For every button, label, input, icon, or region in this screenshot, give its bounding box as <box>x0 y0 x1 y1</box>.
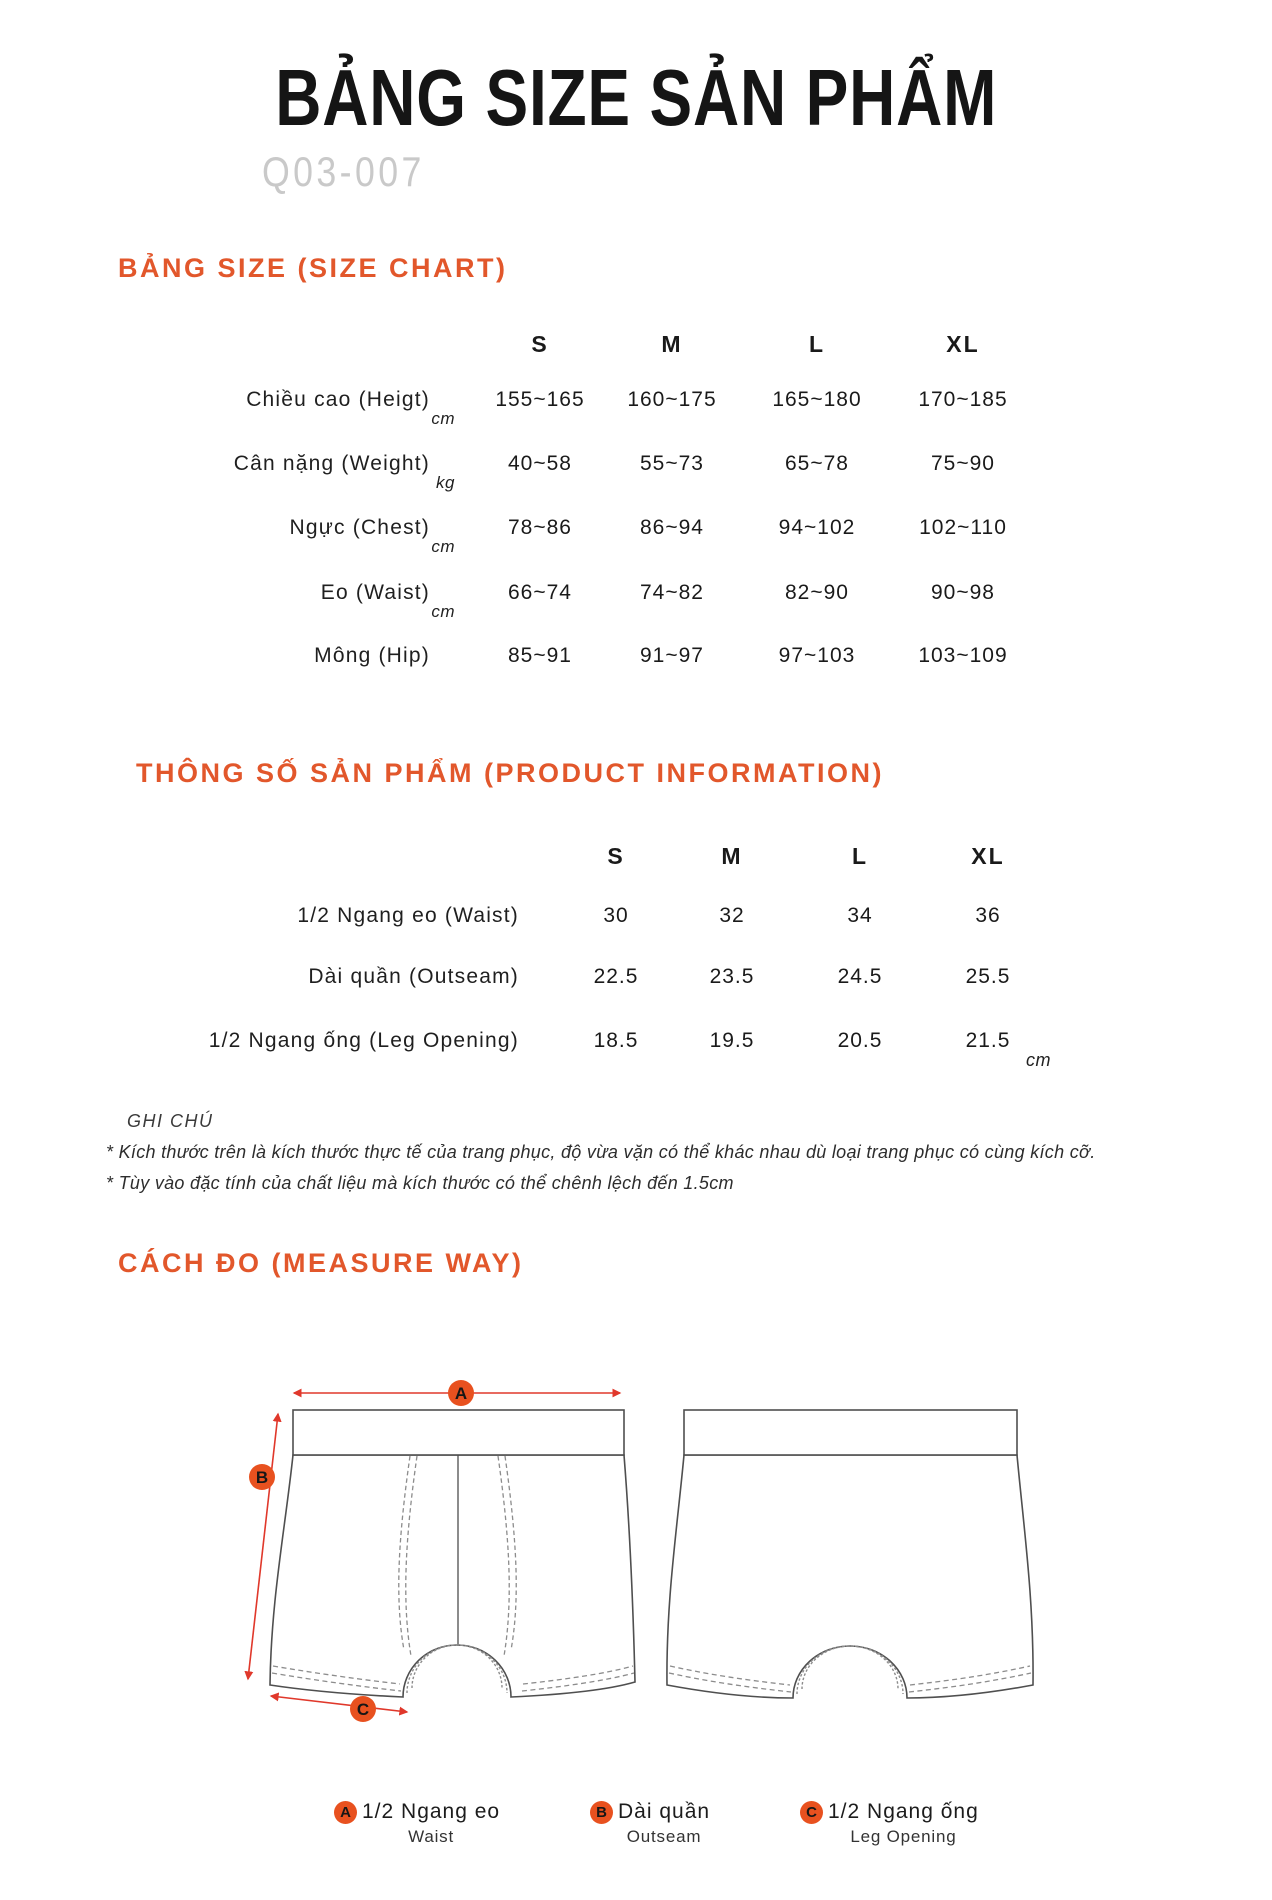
cell: 165~180 <box>772 388 862 411</box>
legend-c-badge: C <box>800 1801 823 1824</box>
back-crotch-stitching <box>797 1646 903 1694</box>
back-body-outline <box>667 1455 1033 1698</box>
row-unit: cm <box>431 537 455 556</box>
legend-b-sublabel: Outseam <box>626 1827 702 1846</box>
cell: 85~91 <box>508 644 572 667</box>
product-code: Q03-007 <box>262 148 425 195</box>
front-waistband <box>293 1410 624 1455</box>
cell: 78~86 <box>508 516 572 539</box>
legend-row <box>334 1800 500 1824</box>
arrow-b <box>248 1414 278 1679</box>
cell: 36 <box>975 904 1001 927</box>
cell: 19.5 <box>709 1029 755 1052</box>
legend-c-sublabel: Leg Opening <box>850 1827 957 1846</box>
legend-item-a <box>334 1800 500 1847</box>
legend-b-label: Dài quần <box>618 1800 711 1823</box>
col-header-xl: XL <box>971 843 1005 869</box>
row-unit: kg <box>436 473 455 492</box>
cell: 22.5 <box>593 965 639 988</box>
cell: 91~97 <box>640 644 704 667</box>
marker-c-badge <box>350 1696 376 1722</box>
legend-a-badge: A <box>334 1801 357 1824</box>
page-title-wrap <box>0 52 1272 144</box>
legend-a-label: 1/2 Ngang eo <box>362 1800 501 1823</box>
note-item: * Kích thước trên là kích thước thực tế của trang phục, độ vừa vặn có thể khác nhau dù loại trang phục có cùng kích cỡ. <box>106 1142 1096 1162</box>
cell: 66~74 <box>508 581 572 604</box>
legend-a-sublabel: Waist <box>408 1827 454 1846</box>
col-header-l: L <box>851 843 869 869</box>
cell: 40~58 <box>508 452 572 475</box>
table-row-height <box>0 388 1272 428</box>
cell: 170~185 <box>918 388 1008 411</box>
cell: 30 <box>603 904 629 927</box>
col-header-m: M <box>661 331 683 357</box>
row-label: Mông (Hip) <box>314 644 430 667</box>
row-label: Cân nặng (Weight) <box>233 452 430 475</box>
front-body-outline <box>270 1455 635 1697</box>
legend-b-badge: B <box>590 1801 613 1824</box>
back-waistband <box>684 1410 1017 1455</box>
table-row-half-waist <box>0 904 1272 934</box>
back-hem-stitching <box>669 1666 1031 1692</box>
measure-way-heading: CÁCH ĐO (MEASURE WAY) <box>118 1248 524 1278</box>
cell: 32 <box>719 904 745 927</box>
cell: 74~82 <box>640 581 704 604</box>
table-row-weight <box>0 452 1272 492</box>
legend-row <box>590 1800 710 1824</box>
col-header-xl: XL <box>946 331 980 357</box>
cell: 102~110 <box>919 516 1007 539</box>
cell: 160~175 <box>627 388 717 411</box>
cell: 155~165 <box>495 388 585 411</box>
boxer-front-drawing <box>270 1410 635 1697</box>
legend-c-label: 1/2 Ngang ống <box>828 1800 979 1823</box>
row-unit: cm <box>431 409 455 428</box>
legend-row <box>800 1800 979 1824</box>
cell: 20.5 <box>837 1029 883 1052</box>
table-row-chest <box>0 516 1272 556</box>
row-label: Dài quần (Outseam) <box>308 965 519 988</box>
page-title: BẢNG SIZE SẢN PHẨM <box>275 53 997 142</box>
cell: 86~94 <box>640 516 704 539</box>
front-hem-stitching <box>272 1666 634 1691</box>
cell: 34 <box>847 904 873 927</box>
table-row-hip <box>0 644 1272 674</box>
legend-item-c <box>800 1800 979 1847</box>
size-chart-heading: BẢNG SIZE (SIZE CHART) <box>118 253 508 283</box>
product-info-header-row <box>0 843 1272 873</box>
marker-b-label: B <box>255 1468 269 1487</box>
col-header-s: S <box>531 331 549 357</box>
cell: 55~73 <box>640 452 704 475</box>
unit-note: cm <box>1026 1050 1051 1070</box>
table-row-waist <box>0 581 1272 621</box>
note-item: * Tùy vào đặc tính của chất liệu mà kích thước có thể chênh lệch đến 1.5cm <box>106 1173 734 1193</box>
measure-diagram <box>0 1370 1272 1760</box>
table-row-outseam <box>0 965 1272 995</box>
cell: 21.5 <box>965 1029 1011 1052</box>
table-row-leg-opening <box>0 1029 1272 1059</box>
cell: 97~103 <box>778 644 856 667</box>
cell: 25.5 <box>965 965 1011 988</box>
marker-c-label: C <box>356 1700 370 1719</box>
cell: 103~109 <box>918 644 1008 667</box>
cell: 18.5 <box>593 1029 639 1052</box>
col-header-s: S <box>607 843 625 869</box>
cell: 23.5 <box>709 965 755 988</box>
row-label: Ngực (Chest) <box>289 516 430 539</box>
cell: 82~90 <box>785 581 849 604</box>
cell: 75~90 <box>931 452 995 475</box>
row-label: Chiều cao (Heigt) <box>246 388 430 411</box>
marker-b-badge <box>249 1464 275 1490</box>
row-label: 1/2 Ngang ống (Leg Opening) <box>208 1029 519 1052</box>
notes-heading: GHI CHÚ <box>127 1111 214 1131</box>
arrow-c <box>271 1696 407 1712</box>
col-header-m: M <box>721 843 743 869</box>
cell: 65~78 <box>785 452 849 475</box>
row-label: Eo (Waist) <box>320 581 430 604</box>
product-info-heading: THÔNG SỐ SẢN PHẨM (PRODUCT INFORMATION) <box>136 758 884 788</box>
row-label: 1/2 Ngang eo (Waist) <box>297 904 519 927</box>
boxer-back-drawing <box>667 1410 1033 1698</box>
cell: 94~102 <box>778 516 856 539</box>
cell: 90~98 <box>931 581 995 604</box>
col-header-l: L <box>808 331 826 357</box>
marker-a-label: A <box>454 1384 468 1403</box>
size-chart-header-row <box>0 331 1272 361</box>
marker-a-badge <box>448 1380 474 1406</box>
cell: 24.5 <box>837 965 883 988</box>
front-crotch-stitching <box>407 1645 507 1693</box>
row-unit: cm <box>431 602 455 621</box>
legend-item-b <box>590 1800 710 1847</box>
